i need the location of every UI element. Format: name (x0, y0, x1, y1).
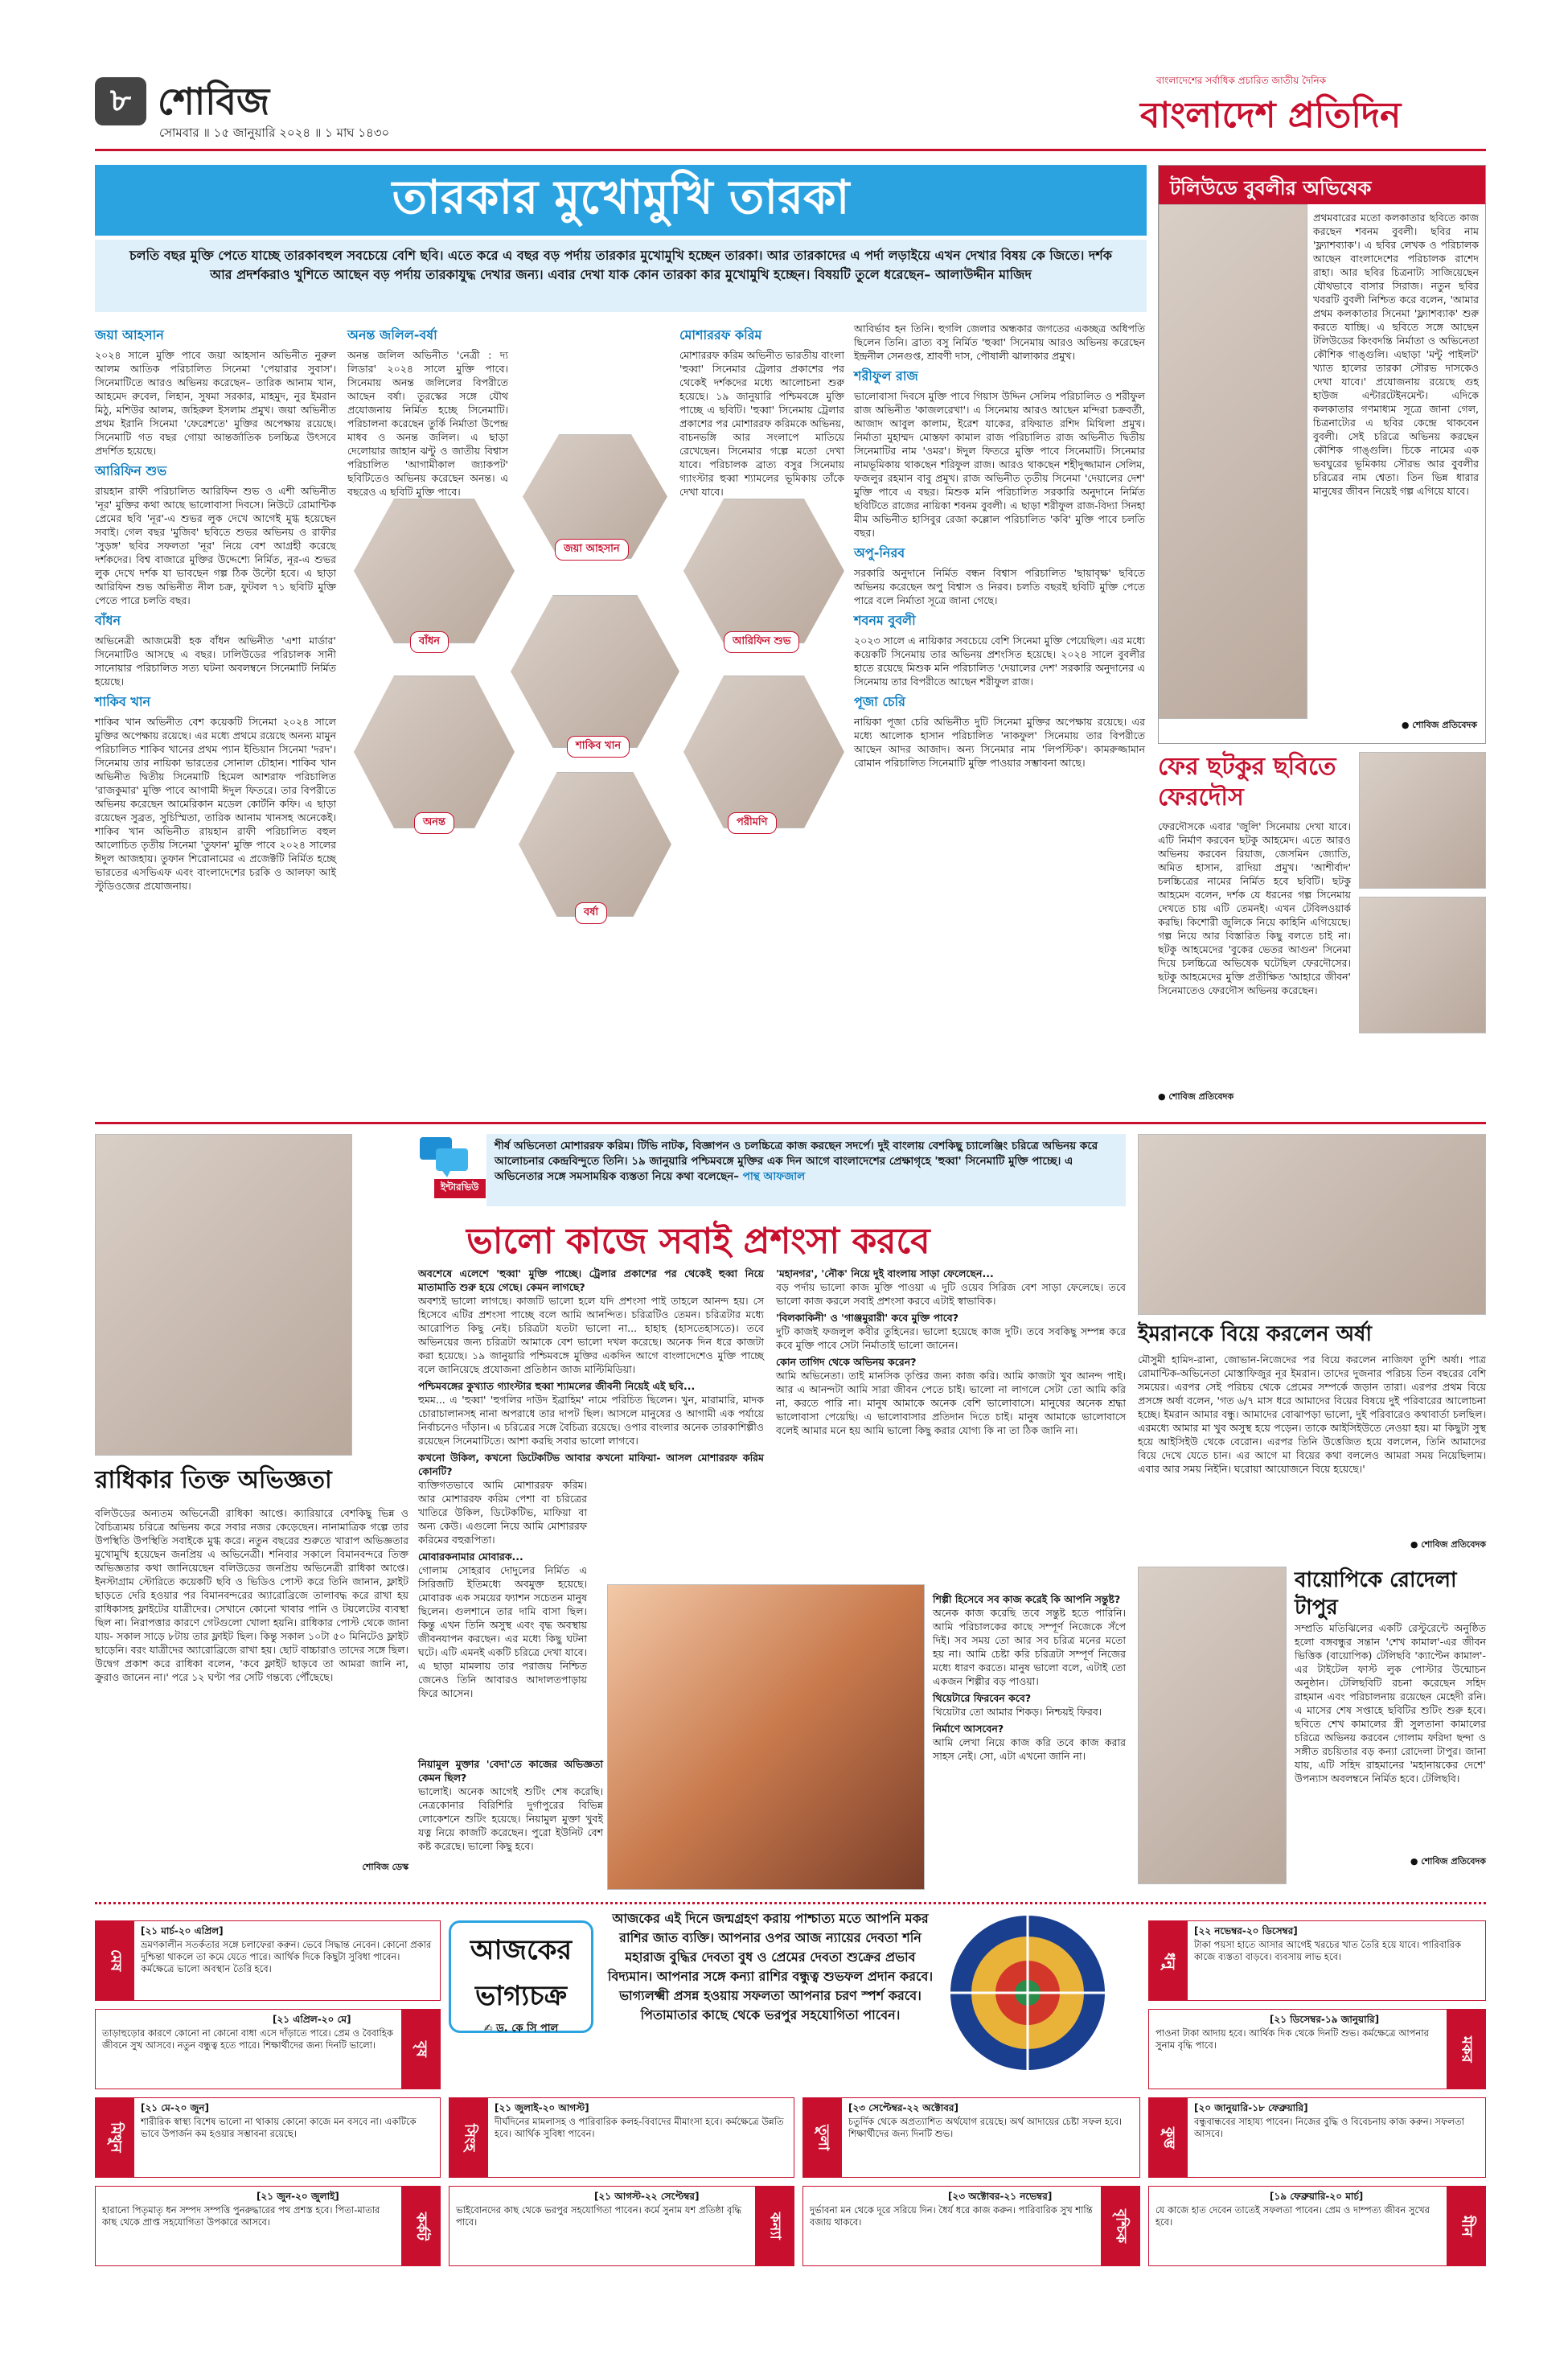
ferdous-story (1158, 752, 1486, 1106)
header-rule (95, 149, 1486, 151)
horoscope-title-2: ভাগ্যচক্র (474, 1980, 568, 2012)
label-borsha: বর্ষা (575, 902, 607, 924)
ferdous-body: ফেরদৌসকে এবার 'জুলি' সিনেমায় দেখা যাবে। এটি নির্মাণ করবেন ছটকু আহমেদ। এতে আরও অভিনয় করবেন রিয়াজ, জেসমিন জ্যোতি, অমিত হাসান, রাদিয়া প্রমুখ। 'আশীর্বাদ' চলচ্চিত্রের নামের নির্মিত হবে ছবিটি। ছটকু আহমেদ বলেন, দর্শক যে ধরনের গল্প সিনেমায় দেখতে চায় এটি তেমনই। এখন টেবিলওয়ার্ক করছি। কিশোরী জুলিকে নিয়ে কাহিনি এগিয়েছে। গল্প নিয়ে আর বিস্তারিত কিছু বলতে চাই না। ছটকু আহমেদের 'বুকের ভেতর আগুন' সিনেমা দিয়ে চলচ্চিত্রে অভিষেক ঘটেছিল ফেরদৌসের। ছটকু আহমেদের মুক্তি প্রতীক্ষিত 'আহারে জীবন' সিনেমাতেও ফেরদৌস অভিনয় করেছেন। (1158, 820, 1351, 996)
zodiac-cancer (95, 2186, 441, 2266)
body-puja: নায়িকা পূজা চেরি অভিনীত দুটি সিনেমা মুক্তির অপেক্ষায় রয়েছে। এর মধ্যে আলোক হাসান পরিচালিত 'নাকফুল' সিনেমায় তার বিপরীতে আছেন আদর আজাদ। অন্য সিনেমার নাম 'লিপস্টিক'। কামরুজ্জামান রোমান পরিচালিত সিনেমাটি মুক্তি পাওয়ার সম্ভাবনা আছে। (854, 716, 1145, 769)
q8: কোন তাগিদ থেকে অভিনয় করেন? (776, 1356, 917, 1368)
masthead-logo: বাংলাদেশ প্রতিদিন (1140, 95, 1402, 136)
subhead-raj: শরীফুল রাজ (854, 368, 918, 384)
zodiac-taurus (95, 2009, 441, 2089)
virgo-date: [২১ আগস্ট-২২ সেপ্টেম্বর] (594, 2191, 700, 2202)
body-badhon: অভিনেত্রী আজমেরী হক বাঁধন অভিনীত 'এশা মার্ডার' সিনেমাটিও আসছে এ বছর। ঢালিউডের পরিচালক সানী সানোয়ার পরিচালিত সত্য ঘটনা অবলম্বনে সিনেমাটি নির্মিত হয়েছে। (95, 635, 336, 688)
scorpio-text: দুর্ভাবনা মন থেকে দূরে সরিয়ে দিন। ধৈর্য ধরে কাজ করুন। পারিবারিক সুখ শান্তি বজায় থাকবে। (810, 2204, 1093, 2228)
page-number-badge: ৮ (95, 77, 146, 125)
interview-intro: শীর্ষ অভিনেতা মোশাররফ করিম। টিভি নাটক, বিজ্ঞাপন ও চলচ্চিত্রে কাজ করছেন সদর্পে। দুই বাংলায় বেশকিছু চ্যালেঞ্জিং চরিত্রে অভিনয় করে আলোচনার কেন্দ্রবিন্দুতে তিনি। ১৯ জানুয়ারি পশ্চিমবঙ্গে মুক্তির এক দিন আগে বাংলাদেশের প্রেক্ষাগৃহে 'হুব্বা' সিনেমাটি মুক্তি পাচ্ছে। এ অভিনেতার সঙ্গে সমসাময়িক ব্যস্ততা নিয়ে কথা বলেছেন– পান্থ আফজাল (495, 1140, 1098, 1183)
label-joya: জয়া আহসান (555, 539, 629, 561)
gemini-text: শারীরিক স্বাস্থ্য বিশেষ ভালো না থাকায় কোনো কাজে মন বসবে না। একটিকে ভাবে উপার্জন কম হওয়ার সম্ভাবনা রয়েছে। (141, 2116, 417, 2139)
star-collage (338, 434, 848, 1013)
label-arifin: আরিফিন শুভ (724, 631, 799, 653)
a6: বড় পর্দায় ভালো কাজ মুক্তি পাওয়া এ দুটি ওয়েব সিরিজ বেশ সাড়া ফেলেছে। তবে ভালো কাজ করলে সবাই প্রশংসা করবে এটাই স্বাভাবিক। (776, 1281, 1126, 1307)
orsha-story (1138, 1317, 1486, 1559)
subhead-shakib: শাকিব খান (95, 694, 151, 709)
sagittarius-label: ধনু (1149, 1921, 1188, 2000)
masthead-tagline: বাংলাদেশের সর্বাধিক প্রচারিত জাতীয় দৈনিক (1156, 75, 1327, 86)
subhead-apu: অপু-নিরব (854, 545, 905, 561)
radhika-photo (95, 1134, 352, 1456)
lead-byline: আলাউদ্দীন মাজিদ (934, 267, 1032, 282)
body-bubly: ২০২৩ সালে এ নায়িকার সবচেয়ে বেশি সিনেমা মুক্তি পেয়েছিল। এর মধ্যে কয়েকটি সিনেমায় তার অভিনয় প্রশংসিত হয়েছে। ২০২৪ সালে বুবলীর হাতে রয়েছে মিশুক মনি পরিচালিত 'দেয়ালের দেশ' সরকারি অনুদানের এ সিনেমায় তার বিপরীতে আছেন শরীফুল রাজ। (854, 635, 1145, 688)
rodela-body: সম্প্রতি মতিঝিলের একটি রেস্টুরেন্টে অনুষ্ঠিত হলো বঙ্গবন্ধুর সন্তান 'শেখ কামাল'-এর জীবন ভিত্তিক (বায়োপিক) টেলিছবি 'ক্যাপ্টেন কামাল'-এর টাইটেল ফাস্ট লুক পোস্টার উন্মোচন অনুষ্ঠান। টেলিছবিটি রচনা করেছেন সহিদ রাহমান এবং পরিচালনায় রয়েছেন মেহেদী রনি। এ মাসের শেষ সপ্তাহে ছবিটির শুটিং শুরু হবে। ছবিতে শেখ কামালের স্ত্রী সুলতানা কামালের চরিত্রে অভিনয় করবেন গোলাম ফরিদা ছন্দা ও সঙ্গীত রচয়িতার বড় কন্যা রোদেলা টাপুর। জানা যায়, এটি সহিদ রাহমানের 'মহানায়কের দেশে' উপন্যাস অবলম্বনে নির্মিত হবে। টেলিছবি। (1295, 1622, 1486, 1785)
interview-left-col-bottom (418, 1757, 603, 1886)
mid-divider (95, 1122, 1486, 1124)
radhika-title: রাধিকার তিক্ত অভিজ্ঞতা (95, 1466, 332, 1494)
horoscope-author: ✍ ড. কে সি পাল (483, 2023, 559, 2035)
mosharraf-photo (607, 1584, 925, 1890)
bubly-title: টলিউডে বুবলীর অভিষেক (1159, 166, 1485, 204)
lead-title-banner (95, 165, 1147, 236)
pisces-label: মীন (1447, 2187, 1485, 2265)
zodiac-wheel-icon (947, 1912, 1108, 2073)
zodiac-aquarius (1148, 2097, 1486, 2178)
interview-story (418, 1134, 1126, 1890)
a10: থিয়েটার তো আমার শিকড়। নিশ্চয়ই ফিরব। (933, 1706, 1102, 1718)
lead-title: তারকার মুখোমুখি তারকা (392, 169, 850, 224)
q2: পশ্চিমবঙ্গের কুখ্যাত গ্যাংস্টার হুব্বা শ্যামলের জীবনী নিয়েই এই ছবি... (418, 1380, 696, 1392)
a3: ব্যক্তিগতভাবে আমি মোশাররফ করিম। আর মোশাররফ করিম পেশা বা চরিত্রের খাতিরে উকিল, ডিটেকটিভ, মাফিয়া বা অন্য কেউ। এগুলো নিয়ে আমি মোশাররফ করিমের বহুরূপিতা। (418, 1479, 587, 1546)
zodiac-capricorn (1148, 2009, 1486, 2089)
body-mosharraf: মোশাররফ করিম অভিনীত ভারতীয় বাংলা 'হুব্বা' সিনেমার ট্রেলার প্রকাশের পর থেকেই দর্শকদের মধ্যে আলোচনা শুরু হয়েছে। ১৯ জানুয়ারি পশ্চিমবঙ্গে মুক্তি পাচ্ছে এ ছবিটি। 'হুব্বা' সিনেমায় ট্রেলার প্রকাশের পর মোশাররফ করিমকে অভিনয়, বাচনভঙ্গি আর সংলাপে মাতিয়ে রেখেছেন। সিনেমার গল্পে মতো দেখা যাবে। পরিচালক ব্রাত্য বসুর সিনেমায় গ্যাংস্টার হুব্বা শ্যামলের ভূমিকায় তাঁকে দেখা যাবে। (679, 349, 844, 498)
lead-column-4 (854, 322, 1145, 1126)
virgo-label: কন্যা (755, 2187, 794, 2265)
radhika-credit: শোবিজ ডেস্ক (362, 1862, 408, 1872)
body-raj: ভালোবাসা দিবসে মুক্তি পাবে গিয়াস উদ্দিন সেলিম পরিচালিত ও শরীফুল রাজ অভিনীত 'কাজলরেখা'। এ সিনেমায় আরও আছেন মন্দিরা চক্রবর্তী, আজাদ আবুল কালাম, ইরেশ যাকের, রফিয়াত রশিদ মিথিলা প্রমুখ। নির্মাতা মুহাম্মদ মোস্তফা কামাল রাজ পরিচালিত রাজ অভিনীত দ্বিতীয় সিনেমাটির নাম 'ওমর'। ঈদুল ফিতরে মুক্তি পাবে সিনেমাটি। সিনেমার নামভূমিকায় থাকছেন শরিফুল রাজ। আরও থাকছেন শহীদুজ্জামান সেলিম, ফজলুর রহমান বাবু প্রমুখ। রাজ অভিনীত তৃতীয় সিনেমা 'দেয়ালের দেশ' মুক্তি পাবে এ বছর। মিশুক মনি পরিচালিত সরকারি অনুদানে নির্মিত ছবিটিতে রাজের নায়িকা শবনম বুবলী। এ ছাড়া শরীফুল রাজ-বিদ্যা সিনহা মীম অভিনীত হাসিবুর রেজা কল্লোল পরিচালিত 'কবি' মুক্তি পাবে চলতি বছর। (854, 390, 1145, 539)
ferdous-title: ফের ছটকুর ছবিতে ফেরদৌস (1158, 753, 1336, 811)
body-ananta: অনন্ত জলিল অভিনীত 'নেত্রী : দ্য লিডার' ২০২৪ সালে মুক্তি পাবে। সিনেমায় অনন্ত জলিলের বিপরীতে আছেন বর্ষা। তুরস্কের সঙ্গে যৌথ প্রযোজনায় নির্মিত হচ্ছে সিনেমাটি। পরিচালনা করেছেন তুর্কি নির্মাতা উপেন্দ্র মাধব ও অনন্ত জলিল। এ ছাড়া দেলোয়ার জাহান ঝন্টু ও জাতীয় বিশ্বাস পরিচালিত 'আগামীকাল জ্যাকপট' ছবিটিতেও অভিনয় করেছেন অনন্ত। এ বছরেও এ ছবিটি মুক্তি পাবে। (347, 349, 508, 498)
horoscope-title-1: আজকের (470, 1934, 573, 1966)
bubly-credit: ● শোবিজ প্রতিবেদক (1401, 720, 1477, 730)
aries-date: [২১ মার্চ-২০ এপ্রিল] (141, 1925, 224, 1937)
capricorn-text: পাওনা টাকা আদায় হবে। আর্থিক দিক থেকে দিনটি শুভ। কর্মক্ষেত্রে আপনার সুনাম বৃদ্ধি পাবে। (1155, 2027, 1429, 2051)
horoscope-intro: আজকের এই দিনে জন্মগ্রহণ করায় পাশ্চাত্য মতে আপনি মকর রাশির জাত ব্যক্তি। আপনার ওপর আজ ন্যায়ের দেবতা শনি মহারাজ বুদ্ধির দেবতা বুধ ও প্রেমের দেবতা শুক্রের প্রভাব বিদ্যমান। আপনার সঙ্গে কন্যা রাশির বন্ধুত্ব শুভফল প্রদান করবে। ভাগ্যলক্ষ্মী প্রসন্ন হওয়ায় সফলতা আপনার চরণ স্পর্শ করবে। পিতামাতার কাছে থেকে ভরপুর সহযোগিতা পাবেন। (607, 1911, 934, 2023)
aquarius-date: [২০ জানুয়ারি-১৮ ফেব্রুয়ারি] (1194, 2102, 1308, 2113)
scorpio-label: বৃশ্চিক (1101, 2187, 1139, 2265)
scorpio-date: [২৩ অক্টোবর-২১ নভেম্বর] (948, 2191, 1053, 2202)
bubly-story (1158, 165, 1486, 744)
label-porimoni: পরীমণি (728, 812, 777, 834)
a7: দুটি কাজই ফজলুল কবীর তুহিনের। ভালো হয়েছে কাজ দুটি। তবে সবকিছু সম্পন্ন করে কবে মুক্তি পাবে সেটা নির্মাতাই ভালো জানেন। (776, 1325, 1126, 1351)
a8: আমি অভিনেতা। তাই মানসিক তৃপ্তির জন্য কাজ করি। আমি কাজটা খুব আনন্দ পাই। আর এ আনন্দটা আমি সারা জীবন পেতে চাই। ভালো না লাগলে সেটা তো আমি করি না, করতে পারি না। মানুষ আমাকে অনেক বেশি ভালোবাসে। মানুষের অনেক শ্রদ্ধা ভালোবাসা পেয়েছি। এ ভালোবাসার প্রতিদান দিতে চাই। মানুষ আমাকে ভালোবাসে বলেই আমার মনে হয় আমি ভালো কিছু করার যোগ্য কি না তা ঠিক জানি না। (776, 1370, 1126, 1436)
lead-column-1 (95, 322, 336, 1126)
a5: ভালোই। অনেক আগেই শুটিং শেষ করেছি। নেত্রকোনার বিরিশিরি দুর্গাপুরের বিভিন্ন লোকেশনে শুটিং হয়েছে। নিয়ামুল মুক্তা খুবই যত্ন নিয়ে কাজটি করেছেন। পুরো ইউনিট বেশ কষ্ট করেছে। ভালো কিছু হবে। (418, 1785, 603, 1852)
interview-bubble-icon (418, 1134, 470, 1179)
label-shakib: শাকিব খান (567, 736, 630, 758)
subhead-joya: জয়া আহসান (95, 327, 164, 343)
subhead-ananta: অনন্ত জলিল-বর্ষা (347, 327, 437, 343)
zodiac-virgo (449, 2186, 794, 2266)
capricorn-label: মকর (1447, 2010, 1485, 2089)
radhika-body: বলিউডের অন্যতম অভিনেত্রী রাধিকা আপ্তে। ক্যারিয়ারে বেশকিছু ভিন্ন ও বৈচিত্র্যময় চরিত্রে অভিনয় করে সবার নজর কেড়েছেন। নানামাত্রিক গল্পে তার উপস্থিতি উপস্থিতি সবাইকে মুগ্ধ করে। নতুন বছরের শুরুতে খারাপ অভিজ্ঞতার মুখোমুখি হয়েছেন জনপ্রিয় এ অভিনেত্রী। শনিবার সকালে বিমানবন্দরে তিক্ত অভিজ্ঞতার কথা জানিয়েছেন বলিউডের জনপ্রিয় অভিনেত্রী রাধিকা আপ্তে। ইনস্টাগ্রাম স্টোরিতে কয়েকটি ছবি ও ভিডিও পোস্ট করে তিনি জানান, ফ্লাইট ছাড়তে দেরি হওয়ার পর বিমানবন্দরের অ্যারোব্রিজে তালাবদ্ধ করে রাখা হয় রাধিকাসহ ফ্লাইটের যাত্রীদের। সেখানে কোনো খাবার পানি ও টয়লেটের ব্যবস্থা ছিল না। নিরাপত্তার কারণে গেটগুলো খোলা হয়নি। রাধিকার পোস্ট থেকে জানা যায়- সকাল সাড়ে ৮টায় তার ফ্লাইট ছিল। কিন্তু সকাল ১০টা ৫০ মিনিটেও ফ্লাইট ছাড়েনি। বরং যাত্রীদের অ্যারোব্রিজে রাখা হয়। ছোট বাচ্চারাও তাদের সঙ্গে ছিল। উদ্বেগ প্রকাশ করে রাধিকা বলেন, 'কবে ফ্লাইট ছাড়বে তা আমরা জানি না, ক্রুরাও জানেন না।' পরে ১২ ঘণ্টা পর সেটি গন্তব্যে পৌঁছেছে। (95, 1507, 408, 1683)
subhead-bubly: শবনম বুবলী (854, 613, 916, 628)
zodiac-sagittarius (1148, 1920, 1486, 2001)
aquarius-label: কুম্ভ (1149, 2098, 1188, 2177)
cancer-date: [২১ জুন-২০ জুলাই] (257, 2191, 339, 2202)
photo-borsha (519, 772, 671, 917)
interview-right-col-bottom (933, 1592, 1126, 1886)
body-apu: সরকারি অনুদানে নির্মিত বন্ধন বিশ্বাস পরিচালিত 'ছায়াবৃক্ষ' ছবিতে অভিনয় করেছেন অপু বিশ্বাস ও নিরব। চলতি বছরই ছবিটি মুক্তি পেতে পারে বলে নির্মাতা সূত্রে জানা গেছে। (854, 567, 1145, 606)
ferdous-photo-2 (1359, 897, 1486, 1033)
pisces-text: যে কাজে হাত দেবেন তাতেই সফলতা পাবেন। প্রেম ও দাম্পত্য জীবন সুখের হবে। (1155, 2204, 1430, 2228)
subhead-mosharraf: মোশাররফ করিম (679, 327, 762, 343)
photo-shakib (511, 595, 679, 748)
libra-date: [২৩ সেপ্টেম্বর-২২ অক্টোবর] (848, 2102, 958, 2113)
lead-intro-box (95, 240, 1147, 312)
a11: আমি লেখা নিয়ে কাজ করি তবে কাজ করার সাহস নেই। সো, এটা এখনো জানি না। (933, 1736, 1126, 1762)
lead-column-3 (679, 322, 844, 498)
photo-ananta (354, 676, 515, 828)
label-ananta: অনন্ত (414, 812, 454, 834)
zodiac-libra (802, 2097, 1140, 2178)
section-name: শোবিজ (158, 80, 270, 123)
taurus-date: [২১ এপ্রিল-২০ মে] (273, 2014, 351, 2025)
taurus-text: তাড়াহুড়োর কারণে কোনো না কোনো বাধা এসে দাঁড়াতে পারে। প্রেম ও বৈবাহিক জীবনে সুখ আসবে। নতুন বন্ধুত্ব হতে পারে। শিক্ষার্থীদের জন্য দিনটি ভালো। (102, 2027, 393, 2051)
body-arifin: রায়হান রাফী পরিচালিত আরিফিন শুভ ও এশী অভিনীত 'নূর' মুক্তির কথা আছে ভালোবাসা দিবসে। নিউটে রোমান্টিক প্রেমের ছবি 'নূর'-এ শুভর লুক দেখে আগেই মুগ্ধ হয়েছেন সবাই। গেল বছর 'মুজিব' ছবিতে শুভর অভিনয় ও রাফীর 'সুড়ঙ্গ' ছবির সফলতা 'নূর' নিয়ে বেশ আগ্রহী করেছে দর্শকদের। বিশ্ব বাজারে মুক্তির উদ্দেশ্যে নির্মিত, নূর-এ শুভর লুক দেখে দর্শক যা ভাবছেন গল্প ঠিক উল্টো হবে। এ ছাড়া আরিফিন শুভ অভিনীত নীল চক্র, ফুটবল ৭১ ছবিটি মুক্তি পেতে পারে চলতি বছর। (95, 485, 336, 606)
issue-date: সোমবার ॥ ১৫ জানুয়ারি ২০২৪ ॥ ১ মাঘ ১৪৩০ (159, 125, 390, 140)
body-shakib: শাকিব খান অভিনীত বেশ কয়েকটি সিনেমা ২০২৪ সালে মুক্তির অপেক্ষায় রয়েছে। এর মধ্যে প্রথমে রয়েছে অনন্য মামুন পরিচালিত শাকিব খানের প্রথম প্যান ইন্ডিয়ান সিনেমা 'দরদ'। সিনেমায় তার নায়িকা ভারতের সোনাল চৌহান। শাকিব খান অভিনীত দ্বিতীয় সিনেমাটি হিমেল আশরাফ পরিচালিত 'রাজকুমার' মুক্তি পাবে আগামী ঈদুল ফিতরে। তার বিপরীতে অভিনয় করেছেন আমেরিকান মডেল কোর্টনি কফি। এ ছাড়া রয়েছেন সুব্রত, সুচিস্মিতা, তারিক আনাম খানসহ অনেকেই। শাকিব খান অভিনীত রায়হান রাফী পরিচালিত বহুল আলোচিত তৃতীয় সিনেমা 'তুফান' মুক্তি পাবে ২০২৪ সালের ঈদুল আজহায়। তুফান শিরোনামের এ প্রজেক্টটি নির্মিত হচ্ছে ভারতের এসভিএফ এবং বাংলাদেশের চরকি ও আলফা আই স্টুডিওজের প্রযোজনায়। (95, 716, 336, 892)
photo-badhon (354, 499, 515, 643)
orsha-title: ইমরানকে বিয়ে করলেন অর্ষা (1138, 1322, 1373, 1346)
rodela-credit: ● শোবিজ প্রতিবেদক (1410, 1856, 1486, 1867)
bubly-body: প্রথমবারের মতো কলকাতার ছবিতে কাজ করছেন শবনম বুবলী। ছবির নাম 'ফ্ল্যাশব্যাক'। এ ছবির লেখক ও পরিচালক আছেন বাংলাদেশের পরিচালক রাশেদ রাহা। আর ছবির চিত্রনাট্য সাজিয়েছেন যৌথভাবে বাসার সিরাজ। নতুন ছবির খবরটি বুবলী নিশ্চিত করে বলেন, 'আমার প্রথম কলকাতার সিনেমা 'ফ্ল্যাশব্যাক' শুরু করতে যাচ্ছি। এ ছবিতে সঙ্গে আছেন টলিউডের কিংবদন্তি নির্মাতা ও অভিনেতা কৌশিক গাঙ্গুলি। এছাড়া 'মন্টু পাইলট' খ্যাত হালের তারকা সৌরভ দাসকেও দেখা যাবে।' প্রযোজনায় রয়েছে গুহ হাউজ এন্টারটেইনমেন্ট। এদিকে কলকাতার গণমাধ্যম সূত্রে জানা গেল, চিত্রনাট্যের এ ছবির কেন্দ্রে থাকবেন বুবলী। সেই চরিত্রে অভিনয় করছেন কৌশিক গাঙ্গুলি। চিকে নামের এক ভবঘুরের ভূমিকায় সৌরভ আর বুবলীর চরিত্রের নাম শ্বেতা। তিন ভিন্ন ধারার মানুষের জীবন নিয়েই গল্প এগিয়ে যাবে। (1313, 212, 1479, 497)
rodela-title: বায়োপিকে রোদেলা টাপুর (1295, 1568, 1457, 1620)
cancer-text: হারানো পিতৃমাতৃ ধন সম্পদ সম্পত্তি পুনরুদ্ধারের পথ প্রশস্ত হবে। পিতা-মাতার কাছ থেকে প্রাপ্ত সহযোগিতা উপকারে আসবে। (102, 2204, 380, 2228)
interview-right-col (776, 1267, 1126, 1588)
zodiac-leo (449, 2097, 794, 2178)
subhead-arifin: আরিফিন শুভ (95, 463, 167, 478)
leo-date: [২১ জুলাই-২০ আগস্ট] (495, 2102, 589, 2113)
rodela-photo (1138, 1567, 1287, 1884)
q1: অবশেষে এলেশে 'হুব্বা' মুক্তি পাচ্ছে। ট্রেলার প্রকাশের পর থেকেই হুব্বা নিয়ে মাতামাতি শুরু হয়ে গেছে। কেমন লাগছে? (418, 1267, 764, 1293)
q4: মোবারকনামার মোবারক... (418, 1550, 523, 1563)
interview-byline: পান্থ আফজাল (742, 1170, 806, 1183)
aries-text: ভ্রমণকালীন সতর্কতার সঙ্গে চলাফেরা করুন। ভেবে সিদ্ধান্ত নেবেন। কোনো প্রকার দুশ্চিন্তা থাকলে তা কমে যেতে পারে। আর্থিক দিকে কিছুটা সুবিধা পাবেন। কর্মক্ষেত্রে ভালো অবস্থান তৈরি হবে। (141, 1939, 432, 1974)
q10: থিয়েটারে ফিরবেন কবে? (933, 1692, 1032, 1704)
photo-arifin (683, 499, 844, 643)
lead-intro: চলতি বছর মুক্তি পেতে যাচ্ছে তারকাবহুল সবচেয়ে বেশি ছবি। এতে করে এ বছর বড় পর্দায় তারকার মুখোমুখি হচ্ছেন তারকা। আর তারকাদের এ পর্দা লড়াইয়ে এখন দেখার বিষয় কে জিতে। দর্শক আর প্রদর্শকরাও খুশিতে আছেন বড় পর্দায় তারকাযুদ্ধ দেখার জন্য। এবার দেখা যাক কোন তারকা কার মুখোমুখি হচ্ছেন। বিষয়টি তুলে ধরেছেন– আলাউদ্দীন মাজিদ (129, 248, 1112, 282)
label-badhon: বাঁধন (410, 631, 449, 653)
interview-tag: ইন্টারভিউ (434, 1179, 486, 1198)
ferdous-photo-1 (1359, 752, 1486, 889)
subhead-puja: পূজা চেরি (854, 694, 905, 709)
gemini-date: [২১ মে-২০ জুন] (141, 2102, 209, 2113)
interview-title: ভালো কাজে সবাই প্রশংসা করবে (466, 1221, 930, 1262)
taurus-label: বৃষ (401, 2010, 440, 2089)
orsha-credit: ● শোবিজ প্রতিবেদক (1410, 1539, 1486, 1550)
gemini-label: মিথুন (96, 2098, 134, 2177)
sagittarius-date: [২২ নভেম্বর-২০ ডিসেম্বর] (1194, 1925, 1298, 1937)
a1: অবশ্যই ভালো লাগছে। কাজটি ভালো হলে যদি প্রশংসা পাই তাহলে আনন্দ হয়। সে হিসেবে এটির প্রশংসা পাচ্ছে বলে আমি আনন্দিত। চরিত্রটিও তেমন। চরিত্রটার মধ্যে আরোপিত কিছু নেই। চরিত্রটা যতটা ভালো না... হাহাহ (হাসতেহাসতে)। তবে অভিনয়ের জন্য চরিত্রটা আমাকে বেশ ভালো দখল করেছে। অনেক দিন ধরে কাজটা করা হয়েছে। ১৯ জানুয়ারি পশ্চিমবঙ্গে মুক্তির একদিন আগে বাংলাদেশেও মুক্তি পাচ্ছে বলে জানিয়েছে প্রযোজনা প্রতিষ্ঠান জাজ মাল্টিমিডিয়া। (418, 1295, 764, 1375)
cancer-label: কর্কট (401, 2187, 440, 2265)
zodiac-pisces (1148, 2186, 1486, 2266)
zodiac-gemini (95, 2097, 441, 2178)
bubly-photo (1159, 204, 1307, 719)
q7: 'বিলকাকিনী' ও 'গাঞ্জমুরারী' কবে মুক্তি পাবে? (776, 1312, 958, 1324)
a4: গোলাম সোহরাব দোদুলের নির্মিত এ সিরিজটি ইতিমধ্যে অবমুক্ত হয়েছে। মোবারক এক সময়ের ফ্যাশন সচেতন মানুষ ছিলেন। গুলশানে তার দামি বাসা ছিল। কিন্তু এখন তিনি অসুস্থ এবং বৃদ্ধ অবস্থায় জীবনযাপন করছেন। এর মধ্যে কিছু ঘটনা ঘটে। এটি এমনই একটি চরিত্রে দেখা যাবে। এ ছাড়া মামলায় তার পরাজয় নিশ্চিত জেনেও তিনি আবারও আদালতপাড়ায় ফিরে আসেন। (418, 1564, 587, 1699)
sagittarius-text: টাকা পয়সা হাতে আসার আগেই খরচের খাত তৈরি হয়ে যাবে। পারিবারিক কাজে ব্যস্ততা বাড়বে। ব্যবসায় লাভ হবে। (1194, 1939, 1462, 1962)
libra-text: চতুর্দিক থেকে অপ্রত্যাশিত অর্থযোগ রয়েছে। অর্থ আদায়ের চেষ্টা সফল হবে। শিক্ষার্থীদের জন্য দিনটি শুভ। (848, 2116, 1123, 2139)
orsha-photo (1138, 1134, 1486, 1315)
rodela-story (1295, 1567, 1486, 1888)
horoscope-section (95, 1902, 1486, 2352)
horoscope-title-box (449, 1920, 593, 2033)
q6: 'মহানগর', 'নৌক' নিয়ে দুই বাংলায় সাড়া ফেলেছেন... (776, 1267, 994, 1279)
q5: নিয়ামুল মুক্তার 'বেদা'তে কাজের অভিজ্ঞতা কেমন ছিল? (418, 1758, 603, 1784)
zodiac-scorpio (802, 2186, 1140, 2266)
page-header (95, 74, 1486, 146)
a2: হুমম... এ 'হুব্বা' 'হুগলির দাউদ ইব্রাহিম' নামে পরিচিত ছিলেন। খুন, মারামারি, মাদক চোরাচালানসহ নানা অপরাধে তার দাপট ছিল। আসলে মানুষের ও আগামী এক পর্যায়ে নির্বাচনেও দাঁড়ান। এ চরিত্রের সঙ্গে বৈচিত্র্য রয়েছে। ওপার বাংলার অনেক তারকাশিল্পীও রয়েছেন সিনেমাটিতে। আশা করছি সবার ভালো লাগবে। (418, 1394, 764, 1447)
q11: নির্মাণে আসবেন? (933, 1723, 1004, 1735)
q3: কখনো উকিল, কখনো ডিটেকটিভ আবার কখনো মাফিয়া- আসল মোশাররফ করিম কোনটি? (418, 1452, 764, 1477)
libra-label: তুলা (803, 2098, 842, 2177)
body-joya: ২০২৪ সালে মুক্তি পাবে জয়া আহসান অভিনীত নুরুল আলম আতিক পরিচালিত সিনেমা 'পেয়ারার সুবাস'। সিনেমাটিতে আরও অভিনয় করেছেন– তারিক আনাম খান, আহমেদ রুবেল, লিহান, সুষমা সরকার, মাহমুদ, নুর ইমরান মিঠু, মশিউর আলম, জহিরুল ইসলাম প্রমুখ। জয়া অভিনীত প্রথম ইরানি সিনেমা 'ফেরেশতে' মুক্তির অপেক্ষায় রয়েছে। সিনেমাটি গত বছর গোয়া আন্তর্জাতিক চলচ্চিত্র উৎসবে প্রদর্শিত হয়েছে। (95, 349, 336, 457)
orsha-body: মৌসুমী হামিদ-রানা, জোভান-নিজেদের পর বিয়ে করলেন নাজিফা তুশি অর্ষা। পাত্র রোমান্টিক-অভিনেতা মোস্তাফিজুর নূর ইমরান। তাদের দুজনার পরিচয় তিন বছরের বেশি সময়ের। এরপর সেই পরিচয় থেকে প্রেমের সম্পর্কে জড়ান তারা। এরপর প্রথম বিয়ে প্রসঙ্গে অর্ষা বলেন, 'গত ৬/৭ মাস ধরে আমাদের বিয়ের বিষয়ে দুই পরিবারের আলোচনা হচ্ছে। ইমরান আমার বন্ধু। আমাদের বোঝাপড়া ভালো, দুই পরিবারেও কথাবার্তা চলছিল। এরমধ্যে আমার মা খুব অসুস্থ হয়ে পড়েন। তাকে আইসিইউতে নেওয়া হয়। মা কিছুটা সুস্থ হয়ে আইসিইউ থেকে বেরোন। এরপর তিনি উত্তেজিত হয়ে বললেন, তিনি আমাদের বিয়ে দেখে যেতে চান। এর আগে মা বিয়ের কথা বললেও আমরা সময় নিয়েছিলাম। এবার আর সময় নিইনি। ঘরোয়া আয়োজনে বিয়ে হয়েছে।' (1138, 1353, 1486, 1475)
ferdous-credit: ● শোবিজ প্রতিবেদক (1158, 1091, 1234, 1102)
aquarius-text: বন্ধুবান্ধবের সাহায্য পাবেন। নিজের বুদ্ধি ও বিবেচনায় কাজ করুন। সফলতা আসবে। (1194, 2116, 1464, 2139)
pisces-date: [১৯ ফেব্রুয়ারি-২০ মার্চ] (1270, 2191, 1364, 2202)
interview-intro-box (486, 1134, 1126, 1206)
leo-label: সিংহ (449, 2098, 488, 2177)
leo-text: দীর্ঘদিনের মামলাসহ ও পারিবারিক কলহ-বিবাদের মীমাংসা হবে। কর্মক্ষেত্রে উন্নতি হবে। আর্থিক সুবিধা পাবেন। (495, 2116, 784, 2139)
photo-porimoni (683, 676, 844, 828)
radhika-story (95, 1456, 408, 1890)
aries-label: মেষ (96, 1921, 134, 2000)
subhead-badhon: বাঁধন (95, 613, 121, 628)
virgo-text: ভাইবোনদের কাছ থেকে ভরপুর সহযোগিতা পাবেন। কর্মে সুনাম যশ প্রতিষ্ঠা বৃদ্ধি পাবে। (456, 2204, 742, 2228)
zodiac-aries (95, 1920, 441, 2001)
q9: শিল্পী হিসেবে সব কাজ করেই কি আপনি সন্তুষ্ট? (933, 1593, 1121, 1605)
capricorn-date: [২১ ডিসেম্বর-১৯ জানুয়ারি] (1270, 2014, 1380, 2025)
a9: অনেক কাজ করেছি তবে সন্তুষ্ট হতে পারিনি। আমি পরিচালকের কাছে সম্পূর্ণ নিজেকে সঁপে দিই। সব সময় তো আর সব চরিত্র মনের মতো হয় না। আমি চেষ্টা করি চরিত্রটা সম্পূর্ণ নিজের মধ্যে ধারণ করতে। মানুষ ভালো বলে, এটাই তো একজন শিল্পীর বড় পাওয়া। (933, 1607, 1126, 1687)
body-mosharraf-cont: আবির্ভাব হন তিনি। হুগলি জেলার অন্ধকার জগতের একচ্ছত্র অধিপতি ছিলেন তিনি। ব্রাত্য বসু নির্মিত 'হুব্বা' সিনেমায় আরও অভিনয় করেছেন ইন্দ্রনীল সেনগুপ্ত, শ্রাবণী দাস, পৌষালী ঝালাকার প্রমুখ। (854, 322, 1145, 362)
